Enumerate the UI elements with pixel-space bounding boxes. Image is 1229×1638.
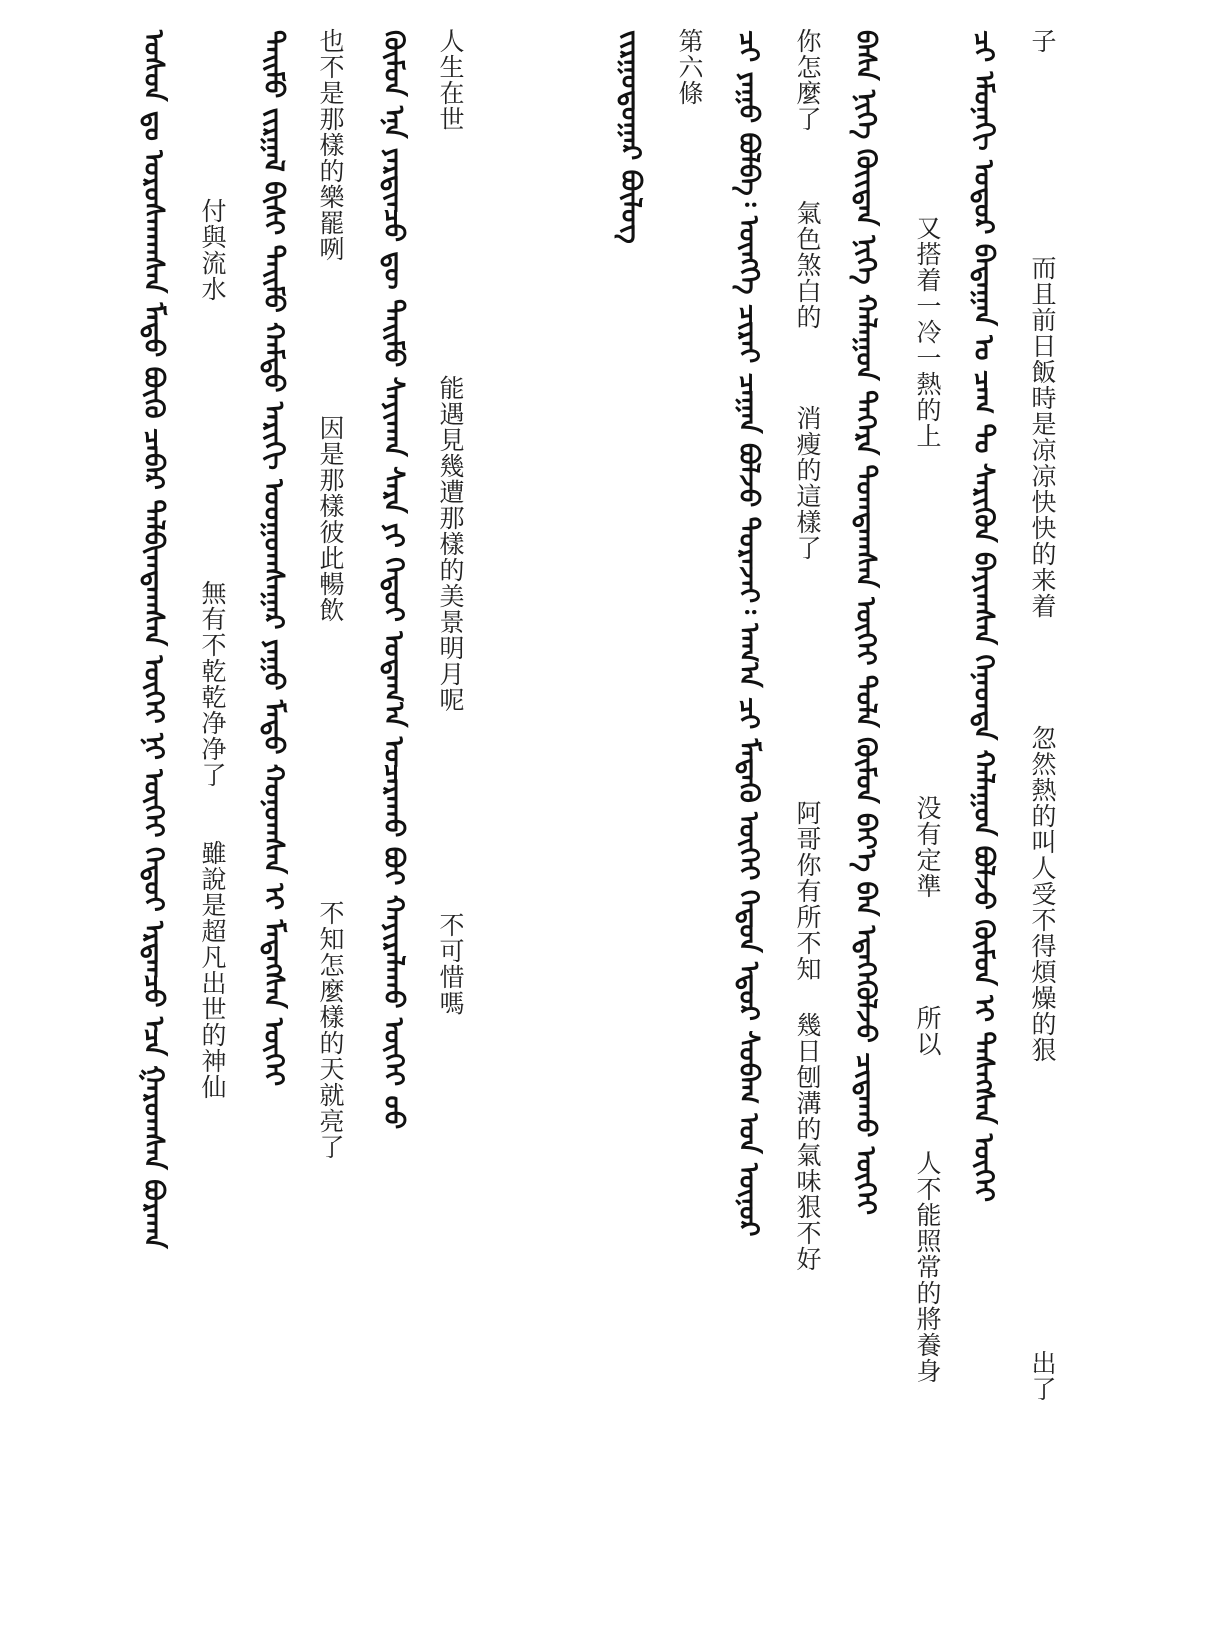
- mongolian-script-line: ᠲᠡᠢᠮᠦ ᠵᠢᠷᠭᠠᠯ ᠪᠢᠰᠢ ᠲᠡᠢᠮᠦ ᠬᠠᠮᠲᠤ ᠠᠷᠢᠬᠢ ᠤᠤᠭᠤᠭᠰᠠᠭᠠᠷ ᠶᠠᠭᠤ ᠮᠡᠲᠦ ᠬᠣᠨᠣᠭᠰᠠᠨ ᠢ ᠮᠡᠳᠡᠭᠰᠡᠨ ᠦᠭᠡᠢ: [258, 30, 289, 1087]
- section-title-chinese: 第六條: [675, 28, 704, 106]
- chinese-phrase: 出了: [1028, 1350, 1057, 1402]
- mongolian-script-line: ᠬᠦᠮᠦᠨ ᠡᠨᠡ ᠶᠡᠷᠲᠢᠨᠴᠦ ᠳᠦ ᠲᠡᠢᠮᠦ ᠰᠠᠶᠢᠬᠠᠨ ᠰᠠᠷᠠ ᠶᠢ ᠬᠡᠳᠦᠢ ᠤᠳᠠᠭ᠎ᠠ ᠤᠴᠠᠷᠠᠬᠤ ᠪᠤᠢ ᠬᠠᠶᠢᠷᠠᠯᠠᠬᠤ ᠦᠭᠡᠢ ᠤᠤ: [378, 30, 409, 1130]
- chinese-phrase: 氣色煞白的: [793, 200, 822, 330]
- chinese-phrase: 你怎麼了: [793, 28, 822, 132]
- chinese-phrase: 所以: [913, 1005, 942, 1057]
- chinese-phrase: 也不是那樣的樂罷咧: [316, 28, 345, 262]
- chinese-phrase: 没有定準: [913, 795, 942, 899]
- section-title-mongolian: ᠵᠢᠷᠭᠤᠳᠤᠭᠠᠷ ᠪᠦᠯᠦᠭ: [615, 30, 646, 244]
- chinese-phrase: 因是那樣彼此暢飲: [316, 415, 345, 623]
- chinese-phrase: 能遇見幾遭那樣的美景明月呢: [436, 375, 465, 713]
- chinese-phrase: 付與流水: [198, 198, 227, 302]
- chinese-phrase: 子: [1028, 28, 1057, 54]
- chinese-phrase: 而且前日飯時是凉凉快快的来着: [1028, 255, 1057, 619]
- chinese-phrase: 人生在世: [436, 28, 465, 132]
- chinese-phrase: 人不能照常的將養身: [913, 1150, 942, 1384]
- chinese-phrase: 雖說是超凡出世的神仙: [198, 840, 227, 1100]
- mongolian-script-line: ᠴᠢ ᠶᠠᠭᠤ ᠪᠣᠯᠪᠠ᠄ ᠥᠩᠭᠡ ᠴᠢᠷᠠᠢ ᠴᠠᠭᠠᠨ ᠪᠣᠯᠵᠤ ᠲᠤᠷᠠᠵᠠᠢ᠄ ᠠᠬ᠎ᠠ ᠴᠢ ᠮᠡᠳᠡᠬᠦ ᠦᠭᠡᠢ ᠬᠡᠳᠦᠨ ᠡᠳᠦᠷ ᠰᠤᠪᠠᠭ ᠤᠨ ᠦᠨᠦᠷ: [733, 30, 764, 1237]
- chinese-phrase: 不知怎麼樣的天就亮了: [316, 900, 345, 1160]
- chinese-phrase: 無有不乾乾净净了: [198, 580, 227, 788]
- mongolian-script-line: ᠴᠢ ᠡᠮᠦᠨᠡᠬᠢ ᠤᠳᠤᠷ ᠪᠠᠳᠠᠭᠠᠨ ᠤ ᠴᠠᠭ ᠲᠤ ᠰᠡᠷᠢᠭᠦᠨ ᠪᠠᠶᠢᠭᠰᠠᠨ ᠭᠡᠨᠡᠳᠲᠡ ᠬᠠᠯᠠᠭᠤᠨ ᠪᠣᠯᠵᠤ ᠬᠦᠮᠦᠨ ᠢ ᠲᠡᠰᠡᠭᠰᠡᠨ ᠦᠭᠡᠢ: [968, 30, 999, 1202]
- chinese-phrase: 消瘦的這樣了: [793, 405, 822, 561]
- chinese-phrase: 忽然熱的叫人受不得煩燥的狠: [1028, 725, 1057, 1063]
- mongolian-script-line: ᠪᠠᠰᠠ ᠨᠢᠭᠡ ᠬᠦᠢᠲᠡᠨ ᠨᠢᠭᠡ ᠬᠠᠯᠠᠭᠤᠨ ᠳᠡᠭᠡᠷᠡ ᠲᠣᠭᠲᠠᠭᠰᠠᠨ ᠦᠭᠡᠢ ᠲᠤᠯᠠ ᠬᠦᠮᠦᠨ ᠪᠡᠶ᠎ᠡ ᠪᠡᠨ ᠡᠳᠡᠭᠡᠭᠦᠯᠵᠦ ᠴᠢᠳᠠᠬᠤ ᠦᠭᠡᠢ: [850, 30, 881, 1216]
- chinese-phrase: 又搭着一冷一熱的上: [913, 215, 942, 449]
- mongolian-script-line: ᠤᠰᠤᠨ ᠳᠤ ᠤᠷᠤᠰᠬᠠᠭᠰᠠᠨ ᠮᠡᠲᠦ ᠪᠦᠬᠦ ᠴᠡᠪᠡᠷ ᠲᠠᠯᠪᠢᠭᠳᠠᠭᠰᠠᠨ ᠦᠭᠡᠢ ᠨᠢ ᠦᠭᠡᠢ ᠬᠡᠳᠦᠢ ᠡᠷᠲᠡᠨᠴᠦ ᠡᠴᠡ ᠭᠠᠷᠤᠭᠰᠠᠨ ᠪᠤᠷᠬᠠᠨ: [138, 30, 169, 1249]
- chinese-phrase: 阿哥你有所不知 幾日刨溝的氣味狠不好: [793, 800, 822, 1272]
- chinese-phrase: 不可惜嗎: [436, 912, 465, 1016]
